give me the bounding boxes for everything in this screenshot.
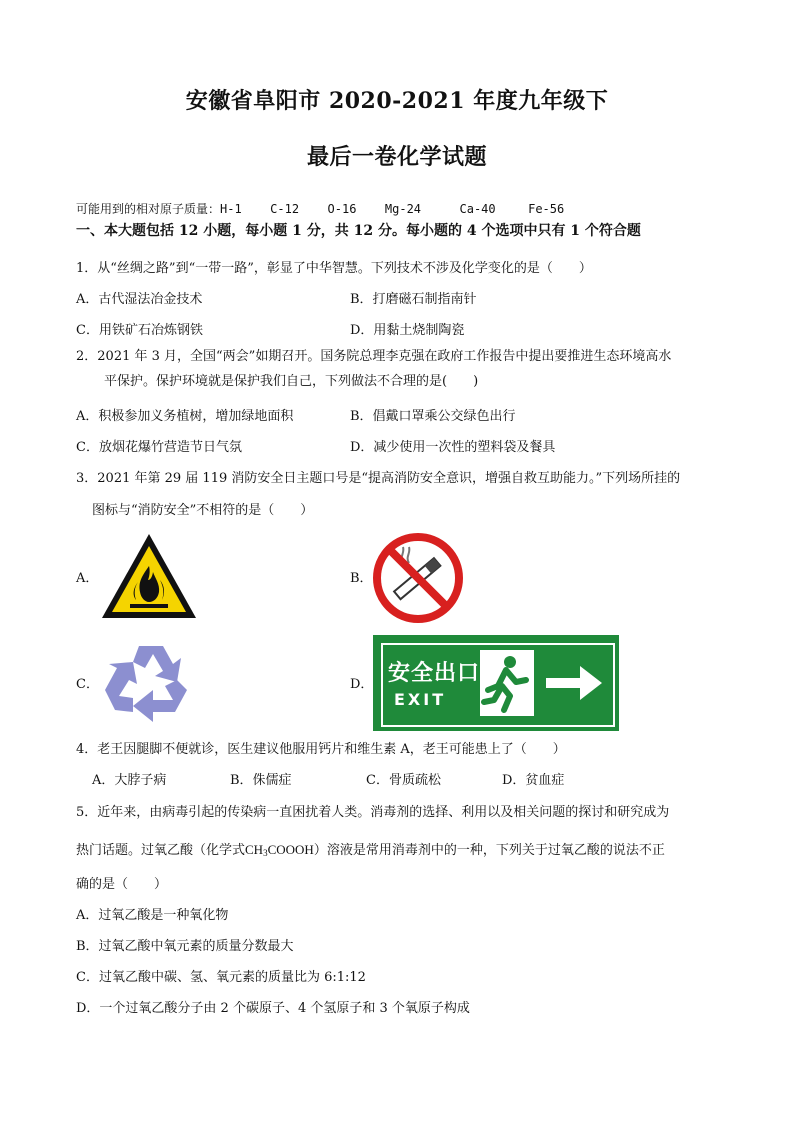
q4-stem: 4．老王因腿脚不便就诊，医生建议他服用钙片和维生素 A，老王可能患上了（ ）	[76, 742, 566, 757]
q5-stem-line2	[76, 841, 665, 862]
running-man-icon	[480, 650, 534, 716]
q1-option-c: C．用铁矿石冶炼钢铁	[76, 323, 203, 338]
q5-formula	[245, 842, 314, 857]
q5-stem-line1: 5．近年来，由病毒引起的传染病一直困扰着人类。消毒剂的选择、利用以及相关问题的探讨和研究成为	[76, 805, 670, 820]
q2-option-a: A．积极参加义务植树，增加绿地面积	[76, 409, 294, 424]
q1-option-a: A．古代湿法冶金技术	[76, 292, 203, 307]
q5-formula-ch: CH	[245, 842, 264, 857]
mass-ca: Ca-40	[459, 202, 496, 216]
q1-option-b: B．打磨磁石制指南针	[350, 292, 477, 307]
q3-stem-line2: 图标与“消防安全”不相符的是（ ）	[92, 503, 314, 518]
q4-option-c: C．骨质疏松	[366, 773, 441, 788]
q5-option-d: D．一个过氧乙酸分子由 2 个碳原子、4 个氢原子和 3 个氧原子构成	[76, 1001, 470, 1016]
q5-stem-line2-b: ）溶液是常用消毒剂中的一种，下列关于过氧乙酸的说法不正	[313, 843, 665, 858]
q5-formula-cooooh: COOOH	[267, 842, 314, 857]
q2-stem-line2: 平保护。保护环境就是保护我们自己，下列做法不合理的是( )	[104, 374, 479, 389]
exam-title-line2: 最后一卷化学试题	[306, 144, 487, 170]
q5-formula-sub: 3	[263, 848, 268, 858]
arrow-right-icon	[544, 664, 604, 702]
q4-option-d: D．贫血症	[502, 773, 565, 788]
q3-stem-line1: 3．2021 年第 29 届 119 消防安全日主题口号是“提高消防安全意识，增强自救互助能力。”下列场所挂的	[76, 471, 681, 486]
q5-option-b: B．过氧乙酸中氧元素的质量分数最大	[76, 939, 294, 954]
recycle-icon	[103, 638, 199, 726]
q3-option-a: A．	[76, 571, 99, 586]
mass-c: C-12	[270, 202, 300, 216]
q3-option-c: C．	[76, 677, 99, 692]
atomic-masses	[76, 200, 564, 218]
q5-option-a: A．过氧乙酸是一种氧化物	[76, 908, 229, 923]
q2-stem-line1: 2．2021 年 3 月，全国“两会”如期召开。国务院总理李克强在政府工作报告中提出要推进生态环境高水	[76, 349, 672, 364]
q2-option-d: D．减少使用一次性的塑料袋及餐具	[350, 440, 556, 455]
q2-option-c: C．放烟花爆竹营造节日气氛	[76, 440, 242, 455]
q5-stem-line2-a: 热门话题。过氧乙酸（化学式	[76, 843, 246, 858]
q4-option-a: A．大脖子病	[92, 773, 167, 788]
q4-option-b: B．侏儒症	[230, 773, 292, 788]
mass-mg: Mg-24	[384, 202, 422, 216]
q3-option-d: D．	[350, 677, 374, 692]
q5-stem-line3: 确的是（ ）	[76, 877, 168, 892]
section-heading: 一、本大题包括 12 小题，每小题 1 分，共 12 分。每小题的 4 个选项中只有 1 个符合题	[76, 223, 641, 239]
exit-sign-cn: 安全出口	[388, 661, 481, 686]
q1-stem: 1．从“丝绸之路”到“一带一路”，彰显了中华智慧。下列技术不涉及化学变化的是（ ）	[76, 261, 592, 276]
q1-option-d: D．用黏土烧制陶瓷	[350, 323, 465, 338]
exit-sign	[373, 635, 619, 731]
exit-sign-en: EXIT	[394, 690, 447, 709]
mass-o: O-16	[327, 202, 357, 216]
q5-option-c: C．过氧乙酸中碳、氢、氧元素的质量比为 6:1:12	[76, 970, 366, 985]
flammable-warning-icon	[98, 530, 200, 622]
mass-fe: Fe-56	[528, 202, 565, 216]
exam-title-line1: 安徽省阜阳市 2020-2021 年度九年级下	[185, 88, 609, 114]
q3-option-b: B．	[350, 571, 373, 586]
mass-label: 可能用到的相对原子质量：H-1	[76, 202, 242, 216]
q2-option-b: B．倡戴口罩乘公交绿色出行	[350, 409, 516, 424]
no-smoking-icon	[373, 533, 463, 623]
